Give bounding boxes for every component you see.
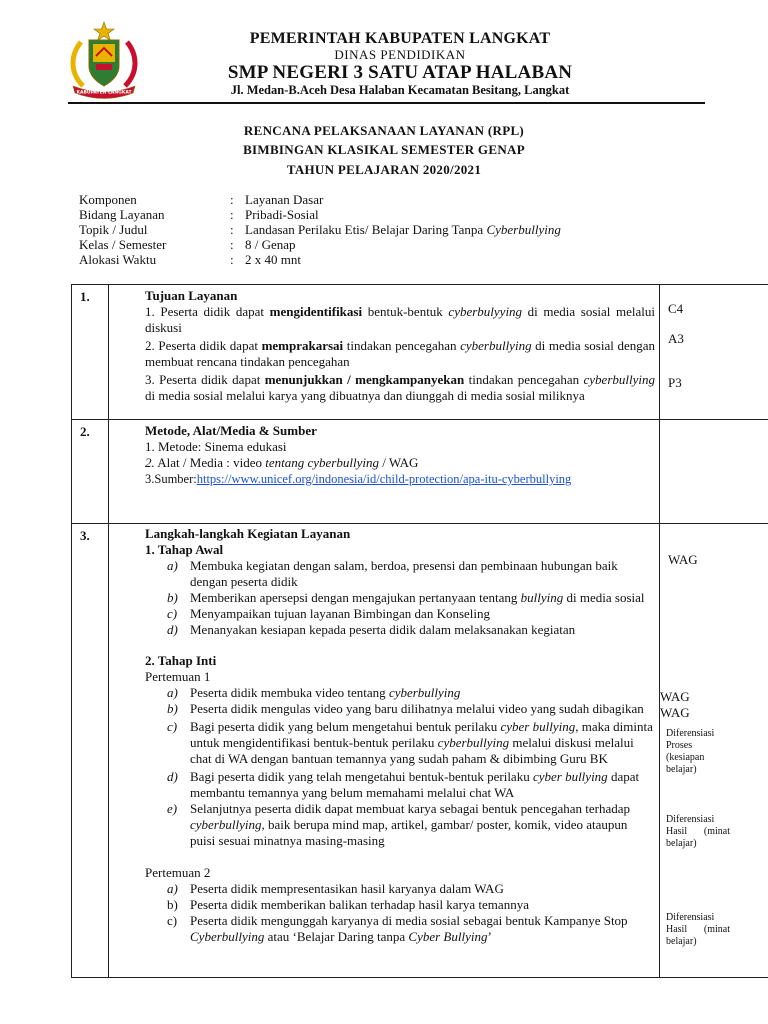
row-number: 3. — [80, 528, 90, 543]
row-number: 1. — [80, 289, 90, 304]
row-number-cell — [72, 524, 109, 978]
info-label: Topik / Judul — [79, 222, 148, 237]
list-item: e) Selanjutnya peserta didik dapat membuat karya sebagai bentuk pencegahan terhadap cyberbullying, baik berupa mind map, artikel, gambar/ poster, komik, video ataupun puisi sesuai minatnya masing-masing — [167, 801, 631, 848]
info-label: Kelas / Semester — [79, 237, 167, 252]
row-number: 2. — [80, 424, 90, 439]
header-divider — [68, 102, 705, 104]
info-colon: : — [230, 222, 234, 237]
meeting-1-label: Pertemuan 1 — [145, 669, 211, 684]
stage-inti-title: 2. Tahap Inti — [145, 653, 217, 668]
list-item: d) Menanyakan kesiapan kepada peserta didik dalam melaksanakan kegiatan — [167, 622, 576, 637]
list-item: c) Menyampaikan tujuan layanan Bimbingan dan Konseling — [167, 606, 491, 621]
table-row — [72, 524, 768, 978]
objective-1: 1. Peserta didik dapat mengidentifikasi bentuk-bentuk cyberbulyying di media sosial melalui diskusi — [145, 304, 655, 335]
info-value-text: Landasan Perilaku Etis/ Belajar Daring Tanpa — [245, 222, 487, 237]
media-line: 2. Alat / Media : video tentang cyberbullying / WAG — [145, 455, 419, 470]
note-wag: WAG — [660, 689, 690, 704]
note-wag: WAG — [668, 552, 698, 567]
logo-banner-text: KABUPATEN LANGKAT — [76, 90, 132, 96]
list-item: a) Peserta didik membuka video tentang cyberbullying — [167, 685, 461, 700]
objective-2: 2. Peserta didik dapat memprakarsai tindakan pencegahan cyberbullying di media sosial dengan membuat rencana tindakan pencegahan — [145, 338, 655, 369]
header-school: SMP NEGERI 3 SATU ATAP HALABAN — [227, 62, 573, 83]
info-colon: : — [230, 207, 234, 222]
info-colon: : — [230, 192, 234, 207]
row-number-cell — [72, 285, 109, 420]
info-label: Alokasi Waktu — [79, 252, 157, 267]
source-line: 3.Sumber:https://www.unicef.org/indonesia/id/child-protection/apa-itu-cyberbullying — [145, 472, 572, 486]
row-number-cell — [72, 420, 109, 524]
method-line: 1. Metode: Sinema edukasi — [145, 439, 287, 454]
info-value: Pribadi-Sosial — [245, 207, 319, 222]
table-row — [72, 420, 768, 524]
doc-title-1: RENCANA PELAKSANAAN LAYANAN (RPL) — [243, 123, 525, 138]
steps-cell — [109, 524, 660, 978]
header-department: DINAS PENDIDIKAN — [334, 47, 466, 62]
section-heading: Metode, Alat/Media & Sumber — [145, 423, 317, 438]
list-item: a) Peserta didik mempresentasikan hasil karyanya dalam WAG — [167, 881, 504, 896]
list-item: c) Bagi peserta didik yang belum mengetahui bentuk perilaku cyber bullying, maka diminta untuk mengidentifikasi bentuk-bentuk perilaku cyberbullying melalui diskusi melalui chat di WA dengan bantuan temannya yang sudah paham & dibimbing Guru BK — [167, 719, 653, 766]
info-value — [245, 222, 561, 238]
info-colon: : — [230, 237, 234, 252]
info-value: Layanan Dasar — [245, 192, 324, 207]
note-differentiation-result: Diferensiasi Hasil (minat belajar) — [666, 912, 730, 947]
table-row — [72, 285, 768, 420]
code-a3: A3 — [668, 331, 684, 346]
note-differentiation-process: Diferensiasi Proses (kesiapan belajar) — [666, 728, 715, 775]
info-colon: : — [230, 252, 234, 267]
list-item: b) Peserta didik mengulas video yang baru dilihatnya melalui video yang sudah dibagikan — [167, 701, 644, 716]
info-label: Komponen — [79, 192, 137, 207]
code-p3: P3 — [668, 375, 682, 390]
codes-cell — [660, 285, 768, 420]
list-item: a) Membuka kegiatan dengan salam, berdoa, presensi dan pembinaan hubungan baik dengan peserta didik — [167, 558, 618, 589]
list-item: b) Peserta didik memberikan balikan terhadap hasil karya temannya — [167, 897, 529, 912]
star-icon — [94, 22, 114, 41]
list-item: d) Bagi peserta didik yang telah mengetahui bentuk-bentuk perilaku cyber bullying dapat membantu temannya yang belum memahami melalui chat WA — [167, 769, 640, 800]
info-value: 2 x 40 mnt — [245, 252, 301, 267]
doc-title-3: TAHUN PELAJARAN 2020/2021 — [286, 162, 482, 177]
methods-cell — [109, 420, 660, 524]
info-value-italic: Cyberbullying — [486, 222, 561, 237]
objective-3: 3. Peserta didik dapat menunjukkan / mengkampanyekan tindakan pencegahan cyberbullying di media sosial melalui karya yang dibuatnya dan diunggah di media sosial miliknya — [145, 372, 655, 403]
section-heading: Tujuan Layanan — [145, 288, 238, 303]
note-differentiation-result: Diferensiasi Hasil (minat belajar) — [666, 814, 730, 849]
stage-awal-title: 1. Tahap Awal — [145, 542, 224, 557]
objectives-cell — [109, 285, 660, 420]
info-label: Bidang Layanan — [79, 207, 165, 222]
code-c4: C4 — [668, 301, 684, 316]
doc-title-2: BIMBINGAN KLASIKAL SEMESTER GENAP — [243, 142, 525, 157]
meeting-2-label: Pertemuan 2 — [145, 865, 211, 880]
rpl-table — [71, 284, 768, 978]
section-heading: Langkah-langkah Kegiatan Layanan — [145, 526, 351, 541]
empty-cell — [660, 420, 768, 524]
notes-cell — [660, 524, 768, 978]
info-value: 8 / Genap — [245, 237, 296, 252]
header-address: Jl. Medan-B.Aceh Desa Halaban Kecamatan Besitang, Langkat — [230, 83, 570, 97]
list-item: c) Peserta didik mengunggah karyanya di media sosial sebagai bentuk Kampanye Stop Cyberbullying atau ‘Belajar Daring tanpa Cyber Bullying’ — [167, 913, 628, 944]
list-item: b) Memberikan apersepsi dengan mengajukan pertanyaan tentang bullying di media sosial — [167, 590, 645, 605]
regency-logo — [63, 20, 145, 100]
source-link[interactable]: https://www.unicef.org/indonesia/id/child-protection/apa-itu-cyberbullying — [196, 472, 572, 486]
note-wag: WAG — [660, 705, 690, 720]
header-government: PEMERINTAH KABUPATEN LANGKAT — [249, 30, 551, 47]
